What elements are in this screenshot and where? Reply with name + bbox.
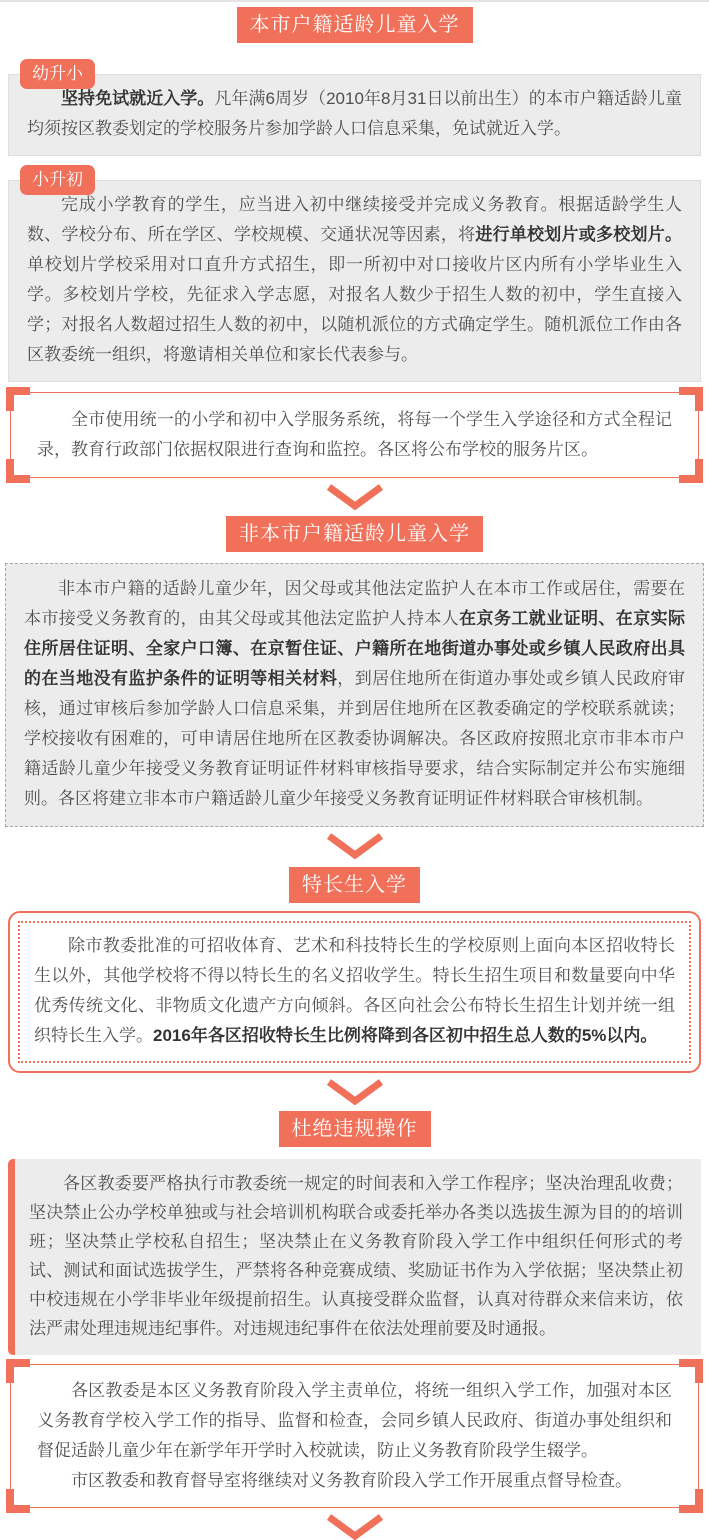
- corner-bracket-icon: [679, 1489, 703, 1513]
- tag-preschool-to-primary: 幼升小: [20, 59, 95, 89]
- junior-policy-pre: 完成小学教育的学生，应当进入初中继续接受并完成义务教育。根据适龄学生人数、学校分布、所在学区、学校规模、交通状况等因素，将: [27, 195, 682, 244]
- nonlocal-policy-text: [24, 574, 685, 814]
- banner-row: [0, 516, 709, 552]
- chevron-down-icon: [0, 483, 709, 510]
- talent-policy-pre: 除市教委批准的可招收体育、艺术和科技特长生的学校原则上面向本区招收特长生以外，其他学校将不得以特长生的名义招收学生。特长生招生项目和数量要向中华优秀传统文化、非物质文化遗产方向倾斜。各区向社会公布特长生招生计划并统一组织特长生入学。: [34, 936, 675, 1045]
- nonlocal-policy-post: ，到居住地所在街道办事处或乡镇人民政府审核，通过审核后参加学龄人口信息采集，并到居住地所在区教委确定的学校联系就读；学校接收有困难的，可申请居住地所在区教委协调解决。各区政府按照北京市非本市户籍适龄儿童少年接受义务教育证明证件材料审核指导要求，结合实际制定并公布实施细则。各区将建立非本市户籍适龄儿童少年接受义务教育证明证件材料联合审核机制。: [24, 669, 685, 808]
- responsibility-text-1: 各区教委是本区义务教育阶段入学主责单位，将统一组织入学工作，加强对本区义务教育学校入学工作的指导、监督和检查，会同乡镇人民政府、街道办事处组织和督促适龄儿童少年在新学年开学时入校就读，防止义务教育阶段学生辍学。: [37, 1381, 672, 1460]
- banner-local-enrollment: 本市户籍适龄儿童入学: [237, 7, 473, 43]
- panel-unified-system-note: [10, 392, 699, 478]
- panel-talent-policy: [8, 911, 701, 1073]
- nonlocal-policy-bold: 在京务工就业证明、在京实际住所居住证明、全家户口簿、在京暂住证、户籍所在地街道办事处或乡镇人民政府出具的在当地没有监护条件的证明等相关材料: [24, 609, 686, 688]
- preschool-policy-text: [27, 84, 682, 144]
- panel-nonlocal-policy: [5, 563, 704, 827]
- corner-bracket-icon: [679, 387, 703, 411]
- banner-talent-enrollment: 特长生入学: [289, 867, 420, 903]
- corner-bracket-icon: [6, 459, 30, 483]
- panel-preschool-policy: [8, 74, 701, 156]
- unified-system-text: 全市使用统一的小学和初中入学服务系统，将每一个学生入学途径和方式全程记录，教育行政部门依据权限进行查询和监控。各区将公布学校的服务片区。: [37, 410, 672, 459]
- nonlocal-policy-pre: 非本市户籍的适龄儿童少年，因父母或其他法定监护人在本市工作或居住，需要在本市接受义务教育的，由其父母或其他法定监护人持本人: [24, 579, 685, 628]
- junior-policy-bold: 进行单校划片或多校划片。: [475, 225, 683, 244]
- preschool-policy-rest: 凡年满6周岁（2010年8月31日以前出生）的本市户籍适龄儿童均须按区教委划定的学校服务片参加学龄人口信息采集，免试就近入学。: [27, 89, 683, 138]
- corner-bracket-icon: [6, 387, 30, 411]
- junior-policy-text: [27, 190, 682, 370]
- violation-policy-text: 各区教委要严格执行市教委统一规定的时间表和入学工作程序；坚决治理乱收费；坚决禁止公办学校单独或与社会培训机构联合或委托举办各类以选拔生源为目的的培训班；坚决禁止学校私自招生；坚决禁止在义务教育阶段入学工作中组织任何形式的考试、测试和面试选拔学生，严禁将各种竞赛成绩、奖励证书作为入学依据；坚决禁止初中校违规在小学非毕业年级提前招生。认真接受群众监督，认真对待群众来信来访，依法严肃处理违规违纪事件。对违规违纪事件在依法处理前要及时通报。: [29, 1174, 683, 1338]
- junior-policy-post: 单校划片学校采用对口直升方式招生，即一所初中对口接收片区内所有小学毕业生入学。多校划片学校，先征求入学志愿，对报名人数少于招生人数的初中，学生直接入学；对报名人数超过招生人数的初中，以随机派位的方式确定学生。随机派位工作由各区教委统一组织，将邀请相关单位和家长代表参与。: [27, 255, 682, 364]
- top-divider: [0, 0, 709, 2]
- corner-bracket-icon: [679, 1359, 703, 1383]
- chevron-down-icon: [0, 832, 709, 859]
- talent-policy-text: [34, 931, 675, 1051]
- panel-junior-policy: [8, 180, 701, 382]
- responsibility-text-2: 市区教委和教育督导室将继续对义务教育阶段入学工作开展重点督导检查。: [71, 1471, 632, 1490]
- panel-violation-policy: [8, 1159, 701, 1355]
- corner-bracket-icon: [679, 459, 703, 483]
- panel-responsibility-note: [10, 1364, 699, 1508]
- corner-bracket-icon: [6, 1489, 30, 1513]
- banner-nonlocal-enrollment: 非本市户籍适龄儿童入学: [226, 516, 483, 552]
- banner-no-violation: 杜绝违规操作: [279, 1111, 431, 1147]
- panel-talent-policy-inner: [18, 921, 691, 1063]
- banner-row: [0, 867, 709, 903]
- chevron-down-icon: [0, 1078, 709, 1105]
- corner-bracket-icon: [6, 1359, 30, 1383]
- banner-row: [0, 7, 709, 43]
- chevron-down-icon: [0, 1513, 709, 1540]
- talent-policy-bold: 2016年各区招收特长生比例将降到各区初中招生总人数的5%以内。: [153, 1026, 658, 1045]
- banner-row: [0, 1111, 709, 1147]
- tag-primary-to-junior: 小升初: [20, 165, 95, 195]
- preschool-policy-bold: 坚持免试就近入学。: [61, 89, 215, 108]
